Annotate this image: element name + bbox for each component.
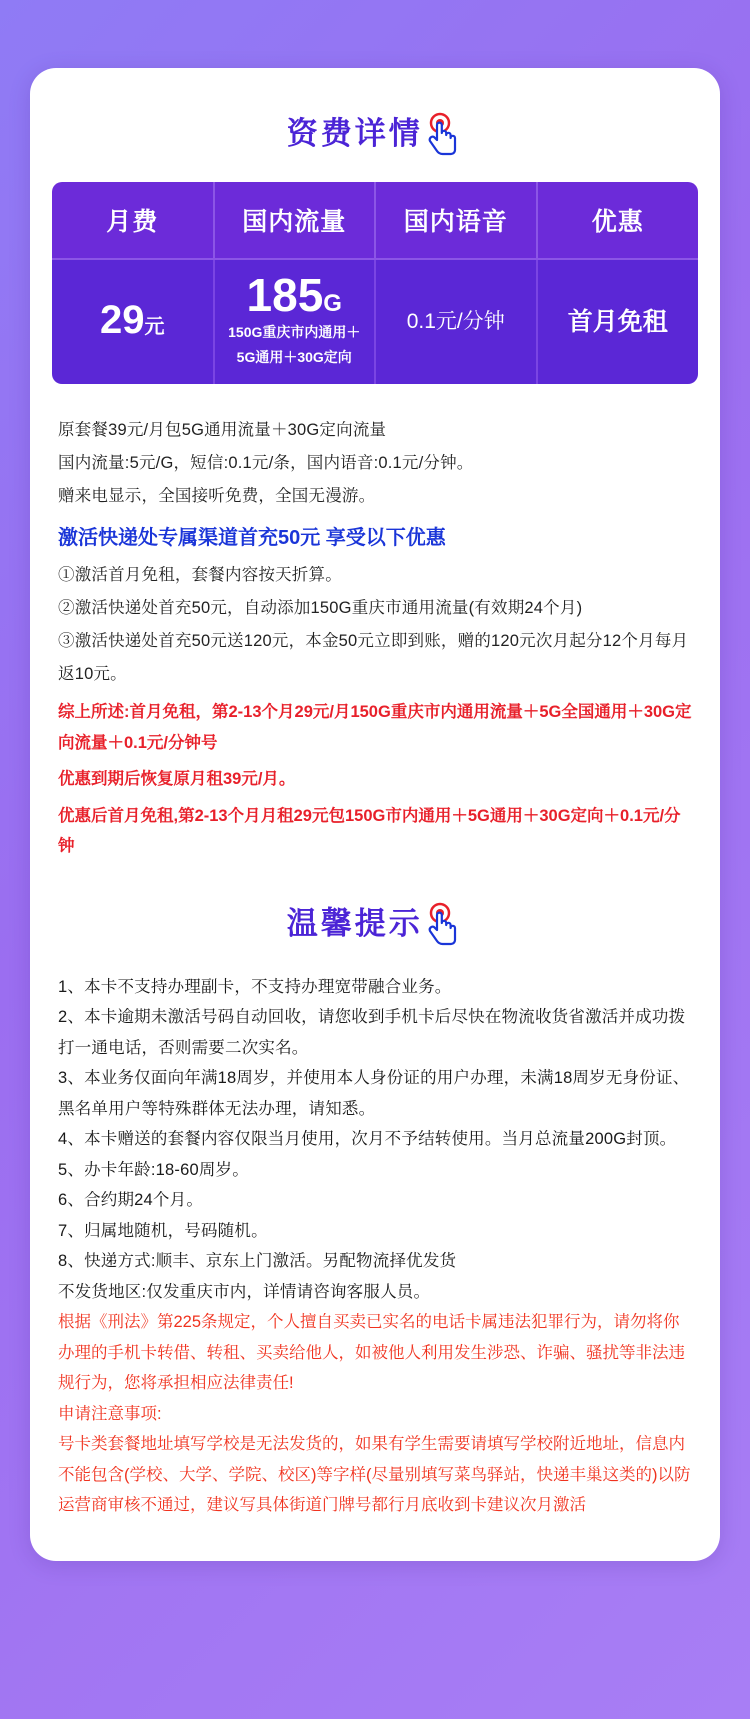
detail-line: 赠来电显示，全国接听免费，全国无漫游。 [58, 487, 376, 505]
tips-title [52, 898, 698, 946]
tip-line: 2、本卡逾期未激活号码自动回收，请您收到手机卡后尽快在物流收货省激活并成功拨打一通电话，否则需要二次实名。 [58, 1008, 686, 1057]
detail-numbered-item: ②激活快递处首充50元，自动添加150G重庆市通用流量(有效期24个月) [58, 599, 583, 617]
tip-line: 7、归属地随机，号码随机。 [58, 1221, 268, 1240]
details-block [52, 414, 698, 862]
tips-title-text: 温馨提示 [286, 905, 423, 941]
tip-line: 6、合约期24个月。 [58, 1191, 204, 1210]
tip-line: 4、本卡赠送的套餐内容仅限当月使用，次月不予结转使用。当月总流量200G封顶。 [58, 1130, 677, 1149]
details-highlight: 激活快递处专属渠道首充50元 享受以下优惠 [58, 527, 446, 549]
fee-cell-data [214, 259, 376, 384]
tip-red-line: 号卡类套餐地址填写学校是无法发货的，如果有学生需要请填写学校附近地址，信息内不能包含(学校、大学、学院、校区)等字样(尽量别填写菜鸟驿站，快递丰巢这类的)以防运营商审核不通过，建议写具体街道门牌号都行月底收到卡建议次月激活 [58, 1435, 691, 1515]
tip-red-line: 根据《刑法》第225条规定，个人擅自买卖已实名的电话卡属违法犯罪行为，请勿将你办理的手机卡转借、转租、买卖给他人，如被他人利用发生涉恐、诈骗、骚扰等非法违规行为，您将承担相应法律责任! [58, 1313, 685, 1393]
voice-value: 0.1元/分钟 [406, 310, 505, 333]
page-title [52, 108, 698, 156]
content-card [30, 68, 720, 1561]
fee-table-header-voice: 国内语音 [375, 182, 537, 259]
detail-red-line: 优惠到期后恢复原月租39元/月。 [58, 770, 296, 789]
tip-red-line: 申请注意事项: [58, 1404, 162, 1423]
fee-table-header-promo: 优惠 [537, 182, 699, 259]
monthly-fee-unit: 元 [144, 316, 165, 338]
fee-cell-promo [537, 259, 699, 384]
data-sub-line-2: 5G通用＋30G定向 [236, 349, 352, 365]
fee-table-header-row [52, 182, 698, 259]
fee-table-value-row [52, 259, 698, 384]
detail-red-line: 综上所述:首月免租，第2-13个月29元/月150G重庆市内通用流量＋5G全国通用＋30G定向流量＋0.1元/分钟号 [58, 703, 692, 752]
page-title-text: 资费详情 [286, 116, 423, 151]
fee-cell-voice [375, 259, 537, 384]
hand-pointer-icon [423, 902, 463, 946]
detail-red-line: 优惠后首月免租,第2-13个月月租29元包150G市内通用＋5G通用＋30G定向＋0.1元/分钟 [58, 806, 681, 856]
data-unit: G [323, 290, 342, 317]
monthly-fee-value: 29 [100, 298, 145, 342]
fee-table-header-monthly: 月费 [52, 182, 214, 259]
detail-line: 原套餐39元/月包5G通用流量＋30G定向流量 [58, 421, 387, 439]
fee-table-header-data: 国内流量 [214, 182, 376, 259]
tip-line: 3、本业务仅面向年满18周岁，并使用本人身份证的用户办理，未满18周岁无身份证、黑名单用户等特殊群体无法办理，请知悉。 [58, 1069, 690, 1118]
tip-line: 不发货地区:仅发重庆市内，详情请咨询客服人员。 [58, 1282, 431, 1301]
detail-numbered-item: ③激活快递处首充50元送120元，本金50元立即到账，赠的120元次月起分12个月每月返10元。 [58, 632, 689, 683]
tip-line: 8、快递方式:顺丰、京东上门激活。另配物流择优发货 [58, 1252, 457, 1271]
tip-line: 5、办卡年龄:18-60周岁。 [58, 1160, 249, 1179]
promo-value: 首月免租 [567, 308, 668, 336]
fee-cell-monthly [52, 259, 214, 384]
data-sub-line-1: 150G重庆市内通用＋ [228, 324, 361, 340]
fee-table [52, 182, 698, 384]
detail-numbered-item: ①激活首月免租，套餐内容按天折算。 [58, 566, 342, 584]
tips-block [52, 972, 698, 1521]
data-value: 185 [246, 269, 324, 321]
tip-line: 1、本卡不支持办理副卡，不支持办理宽带融合业务。 [58, 977, 452, 996]
hand-pointer-icon [423, 112, 463, 156]
detail-line: 国内流量:5元/G，短信:0.1元/条，国内语音:0.1元/分钟。 [58, 454, 474, 472]
